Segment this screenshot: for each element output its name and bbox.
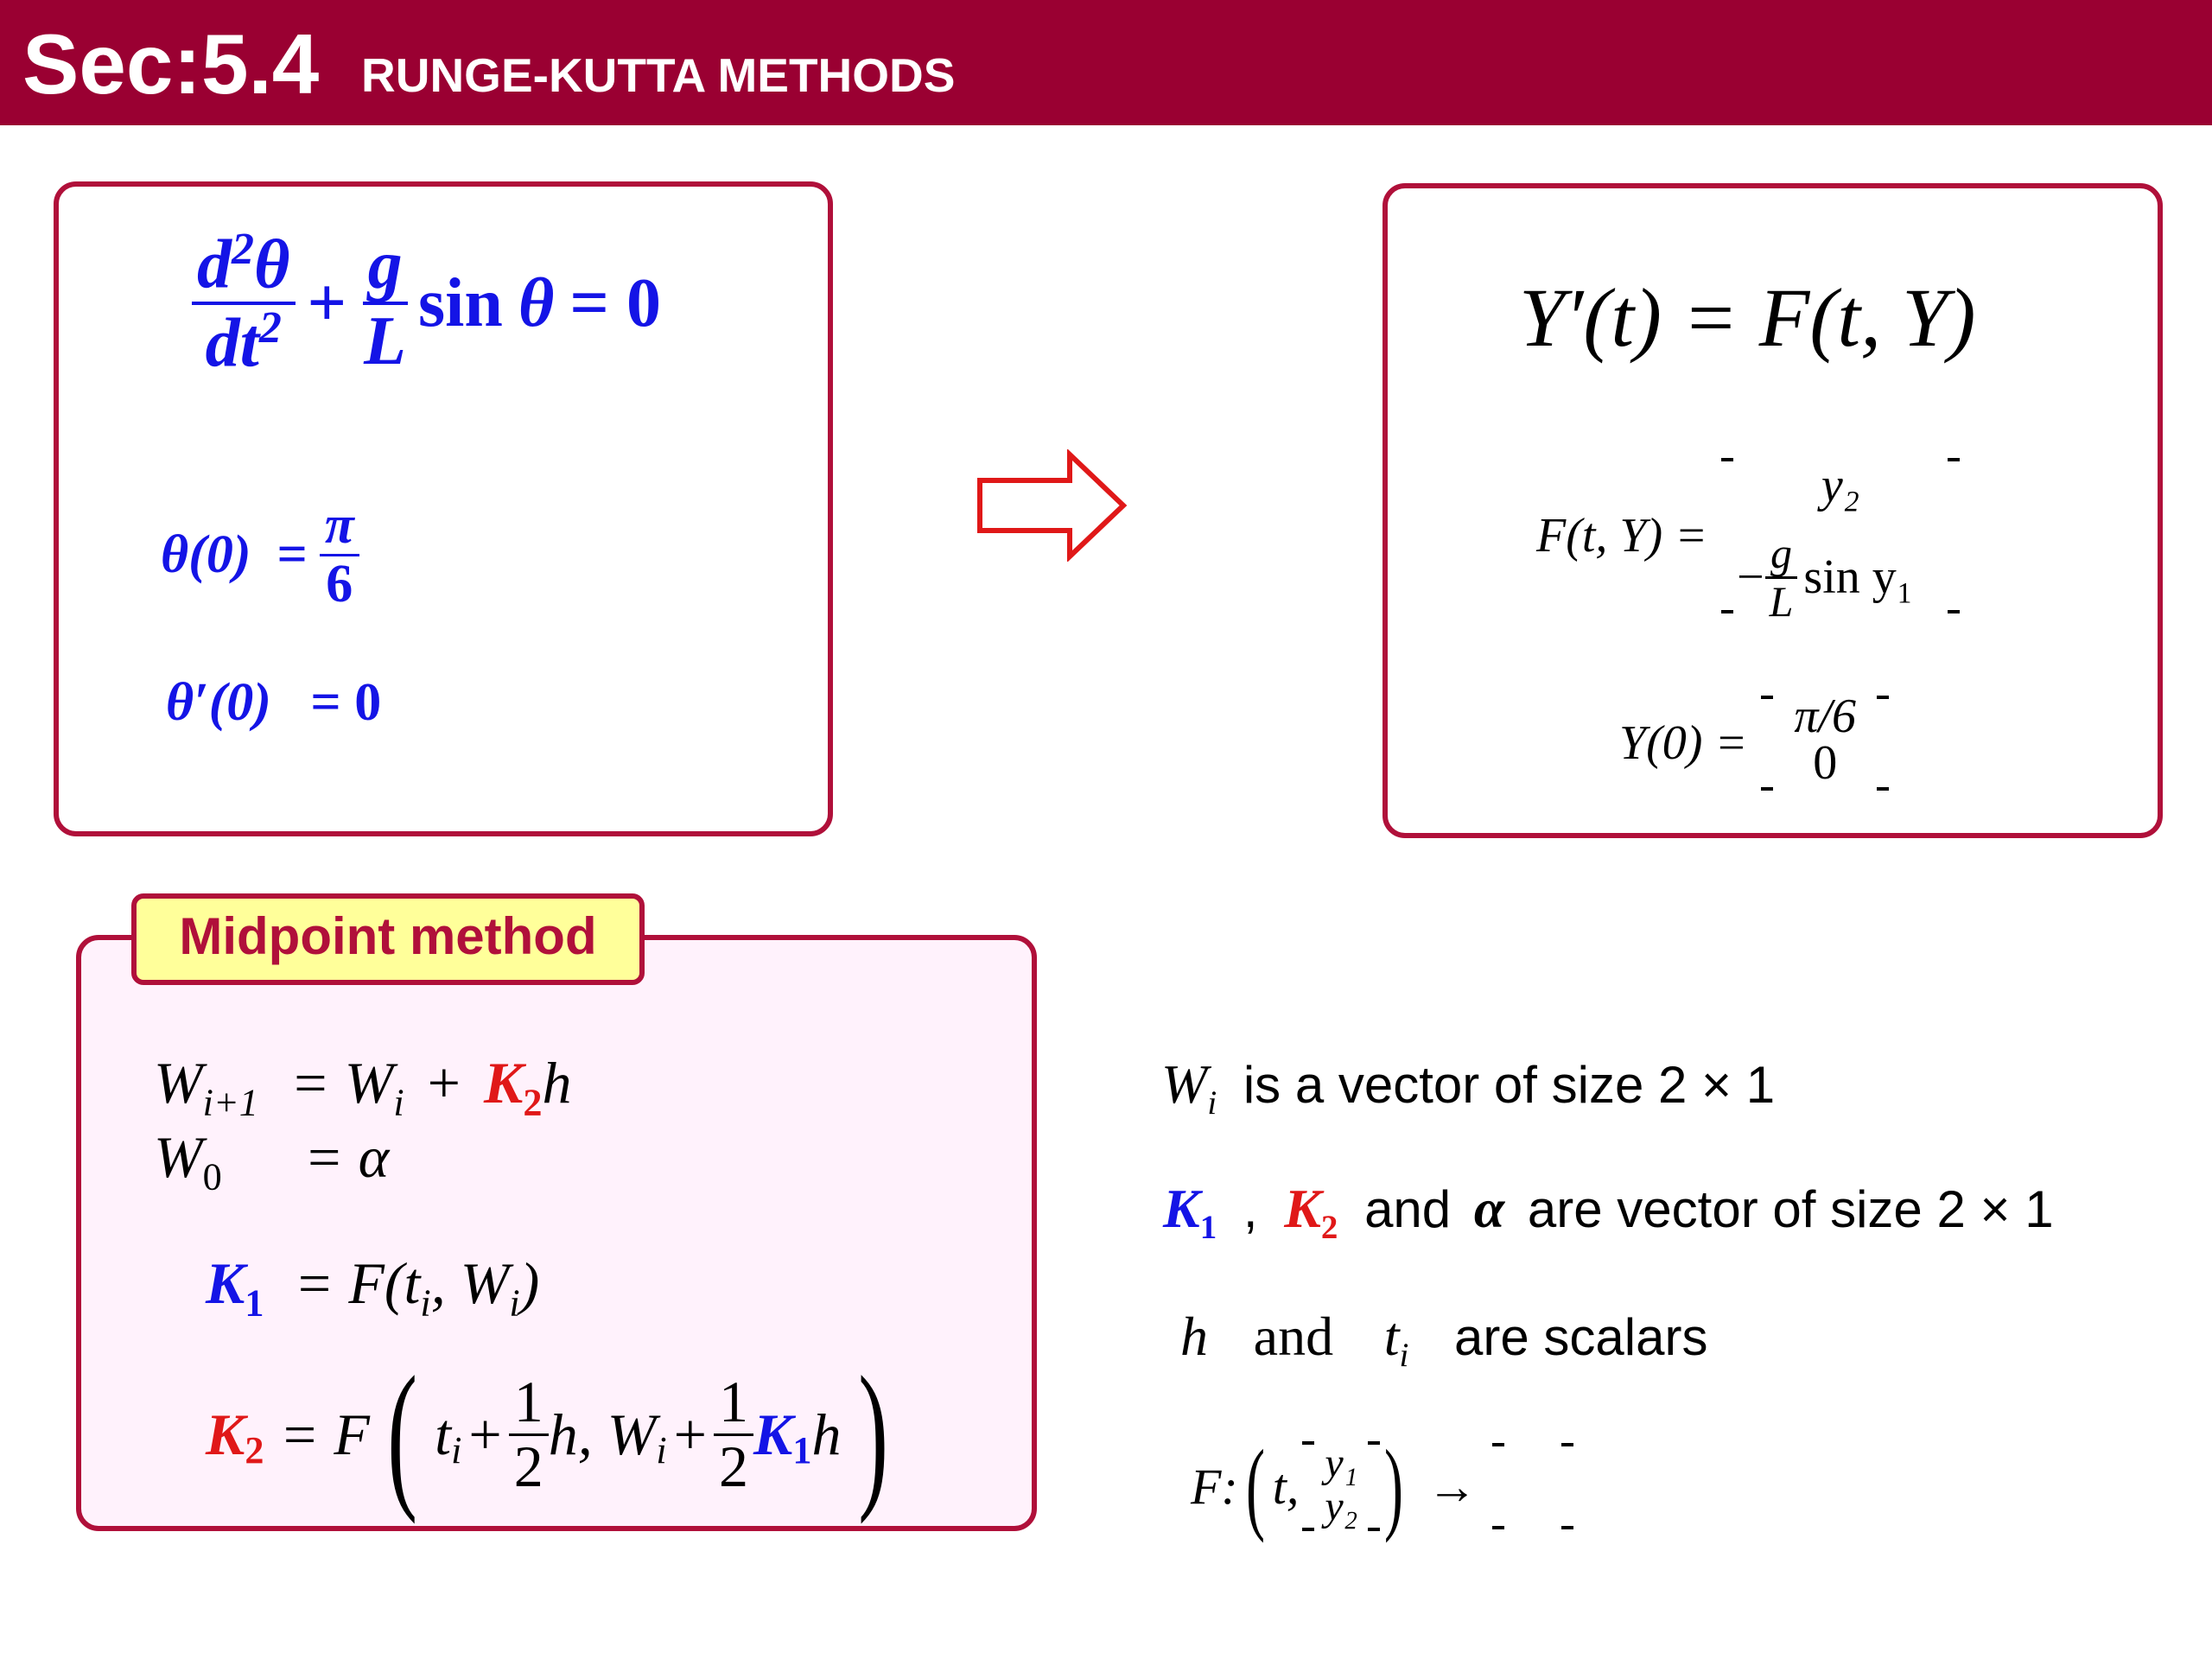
note-scalars: h and $t_i$ are scalars <box>1180 1306 1708 1374</box>
note-function-mapping: F: ( t, y₁ y₂ ) → <box>1191 1434 1570 1538</box>
midpoint-title: Midpoint method <box>131 893 645 985</box>
ode-equation <box>192 225 661 382</box>
header-bar <box>0 0 2212 125</box>
right-arrow-icon <box>975 449 1130 562</box>
F-definition: F(t, Y) = y₂ − $\frac{g}{L}$ sin y₁ <box>1536 458 1956 613</box>
section-number: Sec:5.4 <box>22 16 320 111</box>
initial-condition-theta-prime: θ′(0) = 0 <box>166 673 382 732</box>
empty-output-vector <box>1496 1443 1570 1529</box>
midpoint-initial-equation: $W_0 = \alpha$ <box>154 1124 390 1198</box>
F-vector-top: y₂ <box>1821 459 1860 512</box>
note-wi-vector: $W_i$ is a vector of size 2 × 1 <box>1161 1053 1776 1122</box>
F-vector-bottom: − $\frac{g}{L}$ sin y₁ <box>1737 529 1914 626</box>
section-title: RUNGE-KUTTA METHODS <box>361 48 956 102</box>
y-vector: y₁ y₂ <box>1306 1441 1376 1531</box>
ode-g-over-l: $\frac{g}{L}$ <box>364 226 406 379</box>
system-equation: Y′(t) = F(t, Y) <box>1519 271 1976 364</box>
k1-equation: $K_1 = F(t_i$, $W_i$) <box>206 1250 540 1325</box>
ode-sin: sin <box>418 264 503 341</box>
k2-close-paren: ) <box>858 1344 889 1525</box>
Y0-vector: π/6 0 <box>1764 696 1885 791</box>
ode-derivative-fraction: $\frac{d^2\theta}{dt^2}$ <box>192 226 296 379</box>
ode-equals-zero: = 0 <box>569 264 661 341</box>
ode-theta: θ <box>518 264 555 341</box>
k2-equation: K $_2$ = F ( t $_i$ + $\frac{1}{2}$ h, W $_i$ + $\frac{1}{2}$ K $_1$ h ) <box>206 1344 889 1525</box>
k2-open-paren: ( <box>387 1344 417 1525</box>
note-k-alpha-vectors: $K_1$ , $K_2$ and α are vector of size 2 × 1 <box>1163 1178 2054 1246</box>
midpoint-update-equation: $W_{i+1} = W_i + K_2h$ <box>154 1050 572 1124</box>
Y0-definition: Y(0) = π/6 0 <box>1619 696 1885 791</box>
ode-plus: + <box>307 264 347 341</box>
initial-condition-theta: θ(0) = $\frac{\pi}{6}$ <box>161 498 359 613</box>
